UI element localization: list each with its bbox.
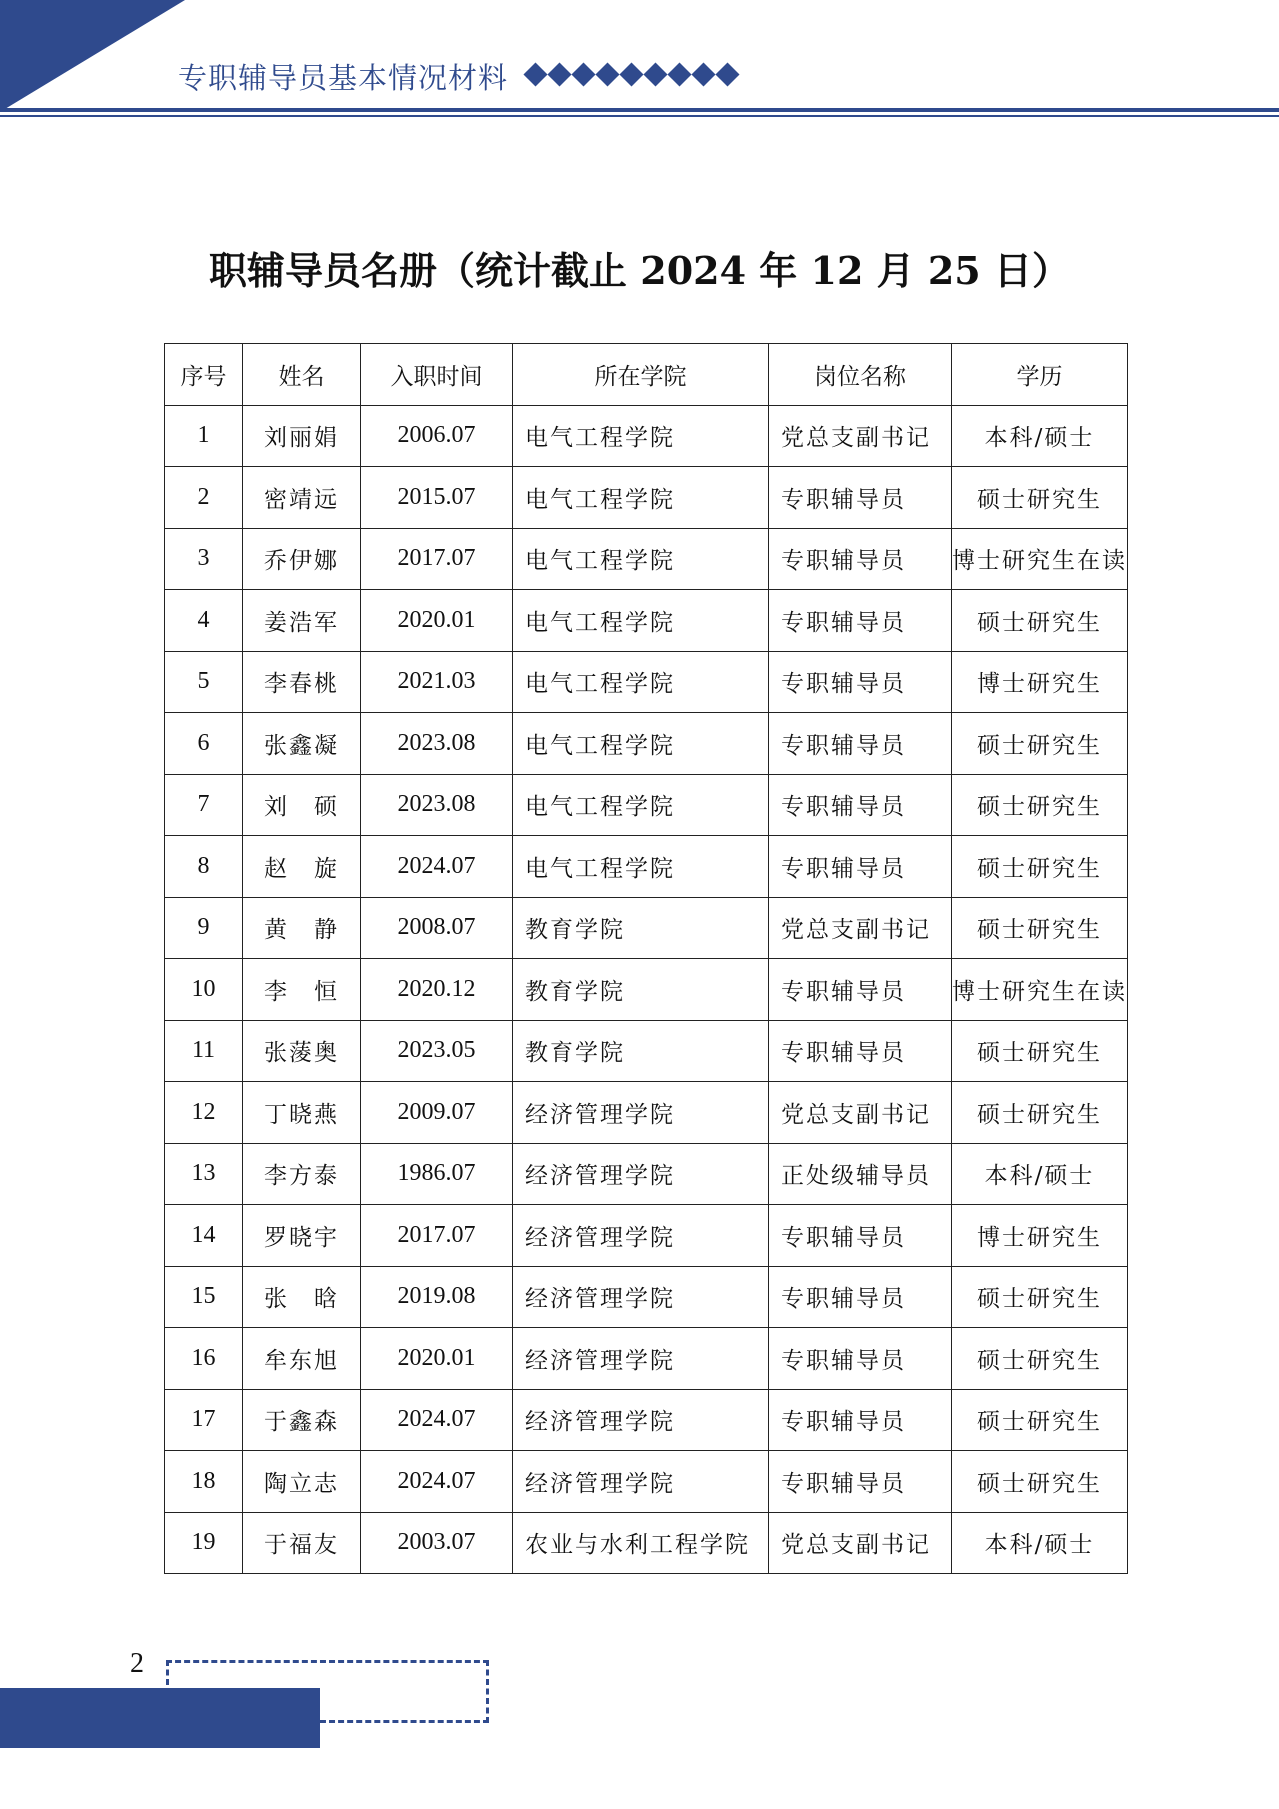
- table-row: [165, 897, 1128, 959]
- cell-college: 经济管理学院: [513, 1389, 769, 1451]
- cell-index: 15: [165, 1266, 243, 1328]
- cell-education: 硕士研究生: [952, 836, 1128, 898]
- cell-name: 于福友: [243, 1512, 361, 1574]
- cell-position: 专职辅导员: [769, 528, 952, 590]
- cell-position: 党总支副书记: [769, 1512, 952, 1574]
- cell-position: 专职辅导员: [769, 1205, 952, 1267]
- cell-hire-date: 2020.01: [361, 590, 513, 652]
- cell-position: 正处级辅导员: [769, 1143, 952, 1205]
- cell-name: 刘丽娟: [243, 405, 361, 467]
- cell-index: 9: [165, 897, 243, 959]
- cell-hire-date: 1986.07: [361, 1143, 513, 1205]
- cell-index: 7: [165, 774, 243, 836]
- cell-college: 经济管理学院: [513, 1451, 769, 1513]
- cell-hire-date: 2023.08: [361, 774, 513, 836]
- table-row: [165, 405, 1128, 467]
- cell-name: 黄 静: [243, 897, 361, 959]
- cell-name: 陶立志: [243, 1451, 361, 1513]
- cell-name: 张 晗: [243, 1266, 361, 1328]
- cell-hire-date: 2015.07: [361, 467, 513, 529]
- cell-education: 硕士研究生: [952, 1266, 1128, 1328]
- cell-education: 本科/硕士: [952, 1143, 1128, 1205]
- table-row: [165, 836, 1128, 898]
- diamond-icon: [621, 64, 641, 84]
- cell-name: 李 恒: [243, 959, 361, 1021]
- table-row: [165, 1451, 1128, 1513]
- table-row: [165, 1512, 1128, 1574]
- cell-college: 电气工程学院: [513, 528, 769, 590]
- cell-college: 经济管理学院: [513, 1205, 769, 1267]
- cell-position: 专职辅导员: [769, 1328, 952, 1390]
- cell-name: 李春桃: [243, 651, 361, 713]
- table-row: [165, 1082, 1128, 1144]
- cell-hire-date: 2023.08: [361, 713, 513, 775]
- cell-college: 电气工程学院: [513, 590, 769, 652]
- cell-position: 专职辅导员: [769, 713, 952, 775]
- diamond-icon: [525, 64, 545, 84]
- cell-name: 赵 旋: [243, 836, 361, 898]
- header-diamond-row: [525, 64, 737, 84]
- diamond-icon: [573, 64, 593, 84]
- cell-index: 5: [165, 651, 243, 713]
- cell-education: 硕士研究生: [952, 467, 1128, 529]
- cell-position: 党总支副书记: [769, 405, 952, 467]
- cell-education: 博士研究生: [952, 1205, 1128, 1267]
- cell-position: 专职辅导员: [769, 959, 952, 1021]
- cell-name: 刘 硕: [243, 774, 361, 836]
- cell-index: 10: [165, 959, 243, 1021]
- footer-bar: [0, 1688, 320, 1748]
- cell-college: 教育学院: [513, 1020, 769, 1082]
- cell-index: 14: [165, 1205, 243, 1267]
- cell-index: 18: [165, 1451, 243, 1513]
- col-header-education: 学历: [952, 344, 1128, 406]
- table-row: [165, 1143, 1128, 1205]
- col-header-hire-date: 入职时间: [361, 344, 513, 406]
- cell-hire-date: 2003.07: [361, 1512, 513, 1574]
- cell-name: 张蔆奥: [243, 1020, 361, 1082]
- cell-index: 8: [165, 836, 243, 898]
- cell-college: 电气工程学院: [513, 774, 769, 836]
- diamond-icon: [693, 64, 713, 84]
- col-header-index: 序号: [165, 344, 243, 406]
- cell-hire-date: 2024.07: [361, 1389, 513, 1451]
- table-row: [165, 1020, 1128, 1082]
- cell-college: 农业与水利工程学院: [513, 1512, 769, 1574]
- header-rule: [0, 108, 1279, 112]
- cell-name: 乔伊娜: [243, 528, 361, 590]
- cell-name: 密靖远: [243, 467, 361, 529]
- diamond-icon: [597, 64, 617, 84]
- cell-position: 专职辅导员: [769, 774, 952, 836]
- cell-index: 12: [165, 1082, 243, 1144]
- cell-position: 专职辅导员: [769, 590, 952, 652]
- cell-college: 经济管理学院: [513, 1266, 769, 1328]
- diamond-icon: [549, 64, 569, 84]
- cell-hire-date: 2023.05: [361, 1020, 513, 1082]
- table-row: [165, 1205, 1128, 1267]
- cell-hire-date: 2020.01: [361, 1328, 513, 1390]
- col-header-name: 姓名: [243, 344, 361, 406]
- cell-education: 硕士研究生: [952, 1451, 1128, 1513]
- cell-index: 19: [165, 1512, 243, 1574]
- cell-education: 博士研究生: [952, 651, 1128, 713]
- cell-index: 1: [165, 405, 243, 467]
- cell-education: 硕士研究生: [952, 590, 1128, 652]
- document-title: 职辅导员名册（统计截止 2024 年 12 月 25 日）: [209, 248, 1070, 293]
- diamond-icon: [717, 64, 737, 84]
- cell-education: 博士研究生在读: [952, 528, 1128, 590]
- table-row: [165, 713, 1128, 775]
- cell-college: 电气工程学院: [513, 467, 769, 529]
- cell-education: 硕士研究生: [952, 713, 1128, 775]
- cell-college: 经济管理学院: [513, 1082, 769, 1144]
- cell-education: 本科/硕士: [952, 1512, 1128, 1574]
- header-title: 专职辅导员基本情况材料: [178, 61, 509, 95]
- table-row: [165, 528, 1128, 590]
- cell-education: 硕士研究生: [952, 1082, 1128, 1144]
- cell-college: 经济管理学院: [513, 1328, 769, 1390]
- cell-name: 牟东旭: [243, 1328, 361, 1390]
- table-row: [165, 1389, 1128, 1451]
- cell-position: 党总支副书记: [769, 1082, 952, 1144]
- header-rule-thin: [0, 115, 1279, 117]
- cell-college: 电气工程学院: [513, 836, 769, 898]
- cell-name: 李方泰: [243, 1143, 361, 1205]
- diamond-icon: [645, 64, 665, 84]
- table-row: [165, 1328, 1128, 1390]
- cell-college: 电气工程学院: [513, 651, 769, 713]
- cell-name: 罗晓宇: [243, 1205, 361, 1267]
- cell-position: 专职辅导员: [769, 1451, 952, 1513]
- cell-index: 6: [165, 713, 243, 775]
- cell-hire-date: 2009.07: [361, 1082, 513, 1144]
- cell-position: 专职辅导员: [769, 836, 952, 898]
- cell-position: 专职辅导员: [769, 1266, 952, 1328]
- cell-hire-date: 2020.12: [361, 959, 513, 1021]
- col-header-college: 所在学院: [513, 344, 769, 406]
- cell-education: 硕士研究生: [952, 1389, 1128, 1451]
- cell-position: 专职辅导员: [769, 1389, 952, 1451]
- cell-college: 电气工程学院: [513, 713, 769, 775]
- cell-position: 专职辅导员: [769, 1020, 952, 1082]
- cell-name: 张鑫凝: [243, 713, 361, 775]
- cell-education: 博士研究生在读: [952, 959, 1128, 1021]
- table-row: [165, 1266, 1128, 1328]
- cell-college: 经济管理学院: [513, 1143, 769, 1205]
- cell-education: 本科/硕士: [952, 405, 1128, 467]
- cell-education: 硕士研究生: [952, 1020, 1128, 1082]
- page-number: 2: [130, 1648, 144, 1679]
- cell-hire-date: 2008.07: [361, 897, 513, 959]
- cell-hire-date: 2017.07: [361, 1205, 513, 1267]
- cell-education: 硕士研究生: [952, 774, 1128, 836]
- cell-position: 专职辅导员: [769, 651, 952, 713]
- cell-index: 3: [165, 528, 243, 590]
- cell-position: 党总支副书记: [769, 897, 952, 959]
- cell-hire-date: 2024.07: [361, 1451, 513, 1513]
- cell-college: 教育学院: [513, 897, 769, 959]
- cell-hire-date: 2019.08: [361, 1266, 513, 1328]
- cell-index: 13: [165, 1143, 243, 1205]
- cell-index: 2: [165, 467, 243, 529]
- cell-index: 4: [165, 590, 243, 652]
- col-header-position: 岗位名称: [769, 344, 952, 406]
- cell-hire-date: 2024.07: [361, 836, 513, 898]
- cell-index: 11: [165, 1020, 243, 1082]
- cell-college: 教育学院: [513, 959, 769, 1021]
- diamond-icon: [669, 64, 689, 84]
- cell-hire-date: 2006.07: [361, 405, 513, 467]
- cell-hire-date: 2021.03: [361, 651, 513, 713]
- cell-index: 17: [165, 1389, 243, 1451]
- table-row: [165, 467, 1128, 529]
- cell-education: 硕士研究生: [952, 897, 1128, 959]
- table-row: [165, 590, 1128, 652]
- cell-name: 丁晓燕: [243, 1082, 361, 1144]
- cell-name: 于鑫森: [243, 1389, 361, 1451]
- header-triangle-decoration: [0, 0, 185, 112]
- counselor-roster-table: [164, 343, 1128, 1574]
- cell-index: 16: [165, 1328, 243, 1390]
- table-header-row: [165, 344, 1128, 406]
- cell-education: 硕士研究生: [952, 1328, 1128, 1390]
- cell-position: 专职辅导员: [769, 467, 952, 529]
- table-row: [165, 774, 1128, 836]
- cell-name: 姜浩军: [243, 590, 361, 652]
- cell-college: 电气工程学院: [513, 405, 769, 467]
- table-row: [165, 651, 1128, 713]
- table-row: [165, 959, 1128, 1021]
- cell-hire-date: 2017.07: [361, 528, 513, 590]
